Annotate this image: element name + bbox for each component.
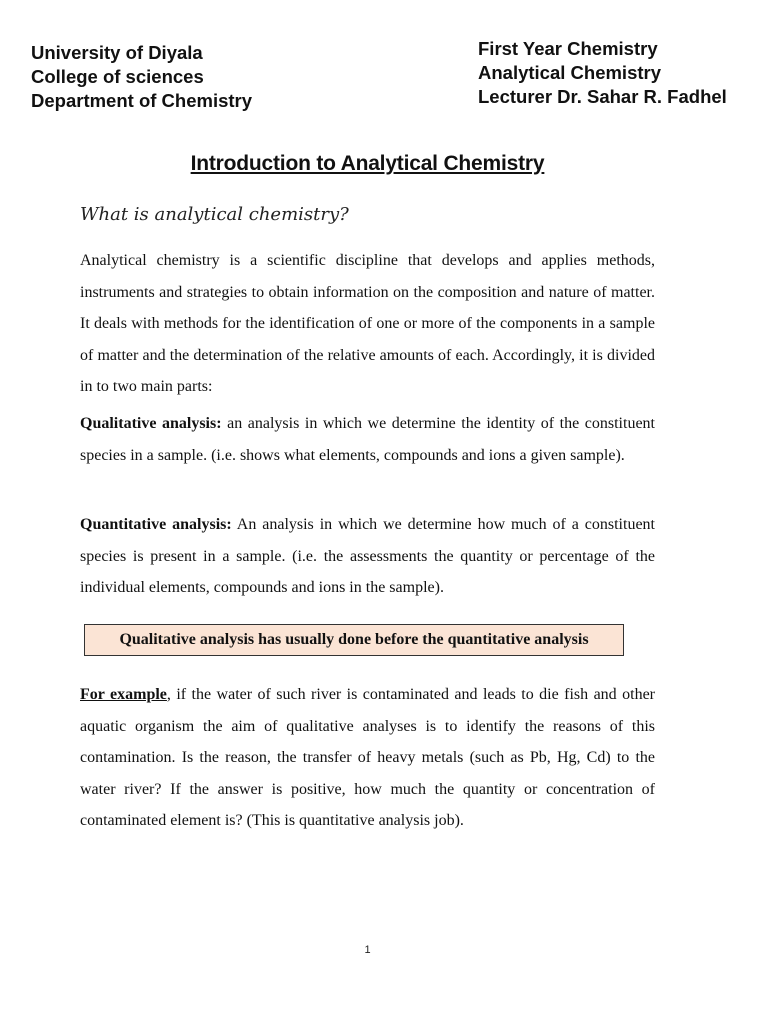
header-university: University of Diyala [31, 42, 203, 63]
example-lead: For example [80, 686, 167, 703]
header-year: First Year Chemistry [478, 38, 658, 59]
quantitative-definition: An analysis in which we determine how much of a constituent species is present in a sample. (i.e. the assessments the quantity or percentage of the individual elements, compounds and ions in the sample). [80, 516, 655, 596]
header-college: College of sciences [31, 66, 204, 87]
intro-paragraph: Analytical chemistry is a scientific discipline that develops and applies methods, instruments and strategies to obtain information on the composition and nature of matter. It deals with methods for the identification of one or more of the components in a sample of matter and the determination of the relative amounts of each. Accordingly, it is divided in to two main parts: [80, 252, 655, 395]
page-title: Introduction to Analytical Chemistry [190, 152, 545, 175]
qualitative-definition: an analysis in which we determine the identity of the constituent species in a sample. (i.e. shows what elements, compounds and ions a given sample). [80, 415, 655, 464]
page-number: 1 [364, 944, 371, 956]
highlight-note-box: Qualitative analysis has usually done before the quantitative analysis [84, 624, 624, 656]
qualitative-paragraph [80, 408, 655, 471]
example-paragraph [80, 679, 655, 837]
header-institution [31, 41, 252, 113]
header-lecturer: Lecturer Dr. Sahar R. Fadhel [478, 86, 727, 107]
qualitative-term: Qualitative analysis: [80, 415, 222, 432]
section-subheading: What is analytical chemistry? [80, 204, 349, 225]
header-subject: Analytical Chemistry [478, 62, 662, 83]
quantitative-term: Quantitative analysis: [80, 516, 232, 533]
quantitative-paragraph [80, 509, 655, 604]
example-text: , if the water of such river is contaminated and leads to die fish and other aquatic organism the aim of qualitative analyses is to identify the reasons of this contamination. Is the reason, the transfer of heavy metals (such as Pb, Hg, Cd) to the water river? If the answer is positive, how much the quantity or concentration of contaminated element is? (This is quantitative analysis job). [80, 686, 655, 829]
header-course [478, 37, 727, 109]
header-department: Department of Chemistry [31, 90, 253, 111]
